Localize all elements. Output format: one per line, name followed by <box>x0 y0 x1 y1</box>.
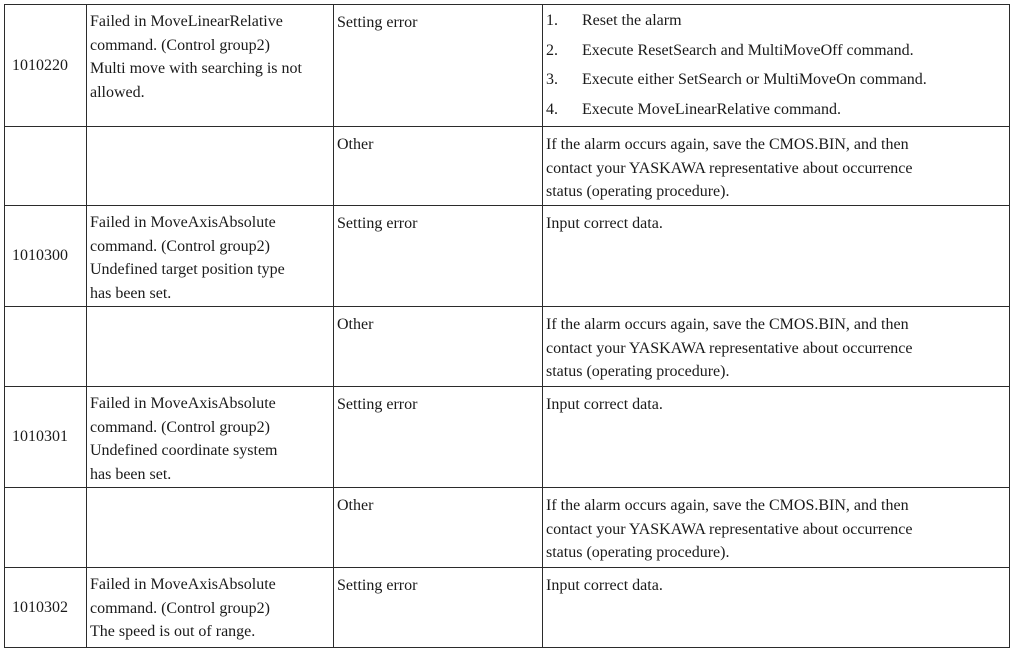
alarm-code: 1010301 <box>12 428 68 446</box>
alarm-code-cell <box>5 127 87 206</box>
step-text: Execute either SetSearch or MultiMoveOn command. <box>582 71 927 88</box>
table-row <box>5 387 1010 488</box>
alarm-code: 1010220 <box>12 56 68 74</box>
remedy-cell <box>543 568 1010 648</box>
alarm-code-cell <box>5 488 87 568</box>
cause-cell <box>87 5 334 127</box>
step-text: Reset the alarm <box>582 12 682 29</box>
step-number: 4. <box>546 100 558 118</box>
remedy-cell <box>543 488 1010 568</box>
cause-line: Failed in MoveAxisAbsolute <box>90 214 276 231</box>
error-type: Other <box>337 136 374 153</box>
step-number: 2. <box>546 41 558 59</box>
remedy-line: If the alarm occurs again, save the CMOS.BIN, and then <box>546 136 909 153</box>
cause-line: Undefined target position type <box>90 261 285 278</box>
cause-line: has been set. <box>90 465 172 483</box>
cause-line: command. (Control group2) <box>90 418 270 436</box>
step-text: Execute ResetSearch and MultiMoveOff command. <box>582 41 914 59</box>
error-type-cell <box>334 387 543 488</box>
table-row <box>5 5 1010 127</box>
step-text: Execute MoveLinearRelative command. <box>582 100 842 118</box>
alarm-code-cell <box>5 307 87 387</box>
remedy-line: Input correct data. <box>546 215 663 232</box>
table-row <box>5 127 1010 206</box>
error-type-cell <box>334 488 543 568</box>
error-type-cell <box>334 127 543 206</box>
cause-line: command. (Control group2) <box>90 237 270 255</box>
remedy-line: If the alarm occurs again, save the CMOS.BIN, and then <box>546 316 909 333</box>
alarm-code: 1010302 <box>12 598 68 616</box>
cause-cell <box>87 206 334 307</box>
error-type-cell <box>334 206 543 307</box>
remedy-step <box>546 95 1006 125</box>
remedy-line: contact your YASKAWA representative about occurrence <box>546 520 913 538</box>
remedy-steps <box>546 6 1006 124</box>
table-row <box>5 568 1010 648</box>
remedy-line: contact your YASKAWA representative about occurrence <box>546 339 913 357</box>
cause-cell <box>87 568 334 648</box>
table-row <box>5 488 1010 568</box>
alarm-code: 1010300 <box>12 247 68 265</box>
cause-line: command. (Control group2) <box>90 36 270 54</box>
cause-cell <box>87 488 334 568</box>
remedy-line: contact your YASKAWA representative about occurrence <box>546 159 913 177</box>
cause-cell <box>87 307 334 387</box>
cause-cell <box>87 127 334 206</box>
alarm-table <box>4 4 1010 648</box>
remedy-line: Input correct data. <box>546 577 663 594</box>
table-row <box>5 206 1010 307</box>
cause-line: Failed in MoveAxisAbsolute <box>90 395 276 412</box>
remedy-cell <box>543 387 1010 488</box>
error-type: Other <box>337 497 374 514</box>
alarm-code-cell <box>5 387 87 488</box>
table-row <box>5 307 1010 387</box>
cause-line: The speed is out of range. <box>90 623 256 640</box>
alarm-code-cell <box>5 206 87 307</box>
remedy-line: status (operating procedure). <box>546 183 730 200</box>
step-number: 1. <box>546 12 558 29</box>
remedy-line: status (operating procedure). <box>546 363 730 380</box>
step-number: 3. <box>546 71 558 88</box>
error-type: Setting error <box>337 577 418 594</box>
error-type-cell <box>334 307 543 387</box>
remedy-cell <box>543 5 1010 127</box>
cause-line: command. (Control group2) <box>90 599 270 617</box>
error-type: Setting error <box>337 396 418 413</box>
alarm-code-cell <box>5 5 87 127</box>
remedy-step <box>546 36 1006 66</box>
remedy-cell <box>543 127 1010 206</box>
error-type-cell <box>334 5 543 127</box>
cause-line: Undefined coordinate system <box>90 442 278 459</box>
cause-line: Failed in MoveAxisAbsolute <box>90 576 276 593</box>
remedy-line: status (operating procedure). <box>546 544 730 561</box>
remedy-cell <box>543 206 1010 307</box>
cause-line: has been set. <box>90 284 172 302</box>
remedy-step <box>546 65 1006 95</box>
error-type: Other <box>337 316 374 333</box>
remedy-line: If the alarm occurs again, save the CMOS.BIN, and then <box>546 497 909 514</box>
remedy-step <box>546 6 1006 36</box>
error-type-cell <box>334 568 543 648</box>
error-type: Setting error <box>337 215 418 232</box>
remedy-cell <box>543 307 1010 387</box>
alarm-code-cell <box>5 568 87 648</box>
cause-line: Multi move with searching is not <box>90 60 302 77</box>
remedy-line: Input correct data. <box>546 396 663 413</box>
cause-cell <box>87 387 334 488</box>
cause-line: Failed in MoveLinearRelative <box>90 13 283 30</box>
error-type: Setting error <box>337 14 418 31</box>
cause-line: allowed. <box>90 83 145 101</box>
